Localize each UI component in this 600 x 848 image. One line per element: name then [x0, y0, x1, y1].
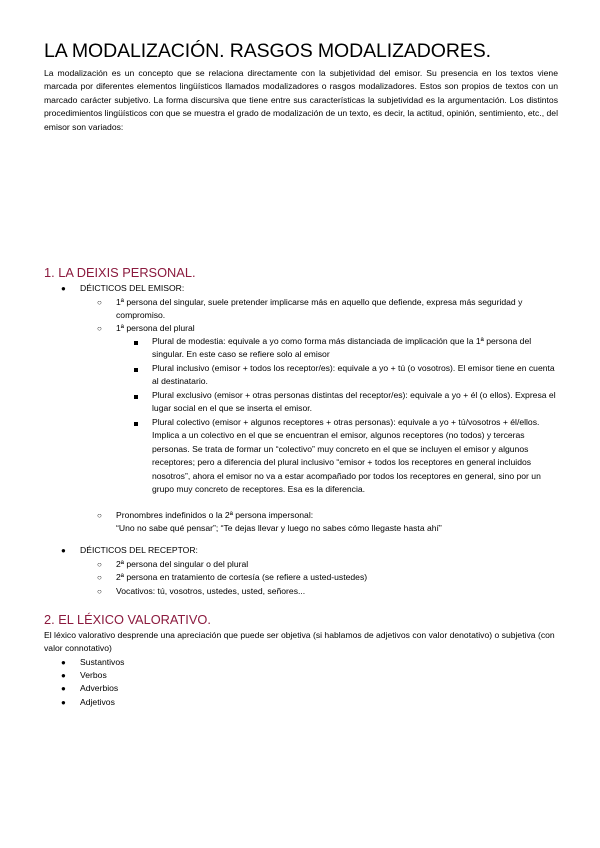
plural-modestia: Plural de modestia: equivale a yo como forma más distanciada de implicación que la 1ª persona del singular. En este caso se refiere solo al emisor: [152, 336, 532, 360]
section-heading-lexico: 2. EL LÉXICO VALORATIVO.: [44, 612, 211, 627]
bullet-square-icon: [134, 341, 138, 345]
list-item-primera-singular: 1ª persona del singular, suele pretender implicarse más en aquello que defiende, expresa más seguridad y compromiso.: [116, 297, 523, 321]
bullet-circle-icon: ○: [97, 324, 102, 333]
bullet-dot-icon: ●: [61, 698, 66, 707]
bullet-dot-icon: ●: [61, 284, 66, 293]
bullet-square-icon: [134, 422, 138, 426]
list-item-primera-plural: 1ª persona del plural: [116, 323, 195, 333]
bullet-circle-icon: ○: [97, 298, 102, 307]
bullet-dot-icon: ●: [61, 546, 66, 555]
bullet-dot-icon: ●: [61, 658, 66, 667]
bullet-square-icon: [134, 368, 138, 372]
bullet-circle-icon: ○: [97, 573, 102, 582]
lexico-item: Adverbios: [80, 683, 119, 693]
lexico-item: Verbos: [80, 670, 107, 680]
bullet-circle-icon: ○: [97, 560, 102, 569]
plural-inclusivo: Plural inclusivo (emisor + todos los receptor/es): equivale a yo + tú (o vosotros). El emisor tiene en cuenta al destinatario.: [152, 363, 555, 387]
bullet-square-icon: [134, 395, 138, 399]
plural-colectivo: Plural colectivo (emisor + algunos receptores + otras personas): equivale a yo + tú/vosotros + él/ellos. Implica a un colectivo en el que se encuentran el emisor, algunos receptores (no todos) y terceras personas. Se trata de formar un “colectivo” muy concreto en el que se incluyen el emisor y algunos receptores; pero a diferencia del plural inclusivo “emisor + todos los receptores en general incluidos nosotros”, ahora el emisor no va a estar acompañado por todos los receptores en general, sino por un grupo muy concreto de receptores. Esa es la diferencia.: [152, 417, 541, 495]
bullet-dot-icon: ●: [61, 671, 66, 680]
receptor-item: Vocativos: tú, vosotros, ustedes, usted, señores...: [116, 586, 306, 596]
plural-exclusivo: Plural exclusivo (emisor + otras personas distintas del receptor/es): equivale a yo + él (o ellos). Expresa el lugar social en el que se inserta el emisor.: [152, 390, 556, 414]
lexico-item: Adjetivos: [80, 697, 115, 707]
intro-paragraph: La modalización es un concepto que se relaciona directamente con la subjetividad del emisor. Su presencia en los textos viene marcada por diferentes elementos lingüísticos llamados modalizadores o rasgos modalizadores. Estos son propios de textos con un marcado carácter subjetivo. La forma discursiva que tiene entre sus características la subjetividad es la argumentación. Los distintos procedimientos lingüísticos con que se muestra el grado de modalización de un texto, es decir, la actitud, opinión, sentimiento, etc., del emisor son variados:: [44, 68, 558, 132]
receptor-item: 2ª persona en tratamiento de cortesía (se refiere a usted-ustedes): [116, 572, 368, 582]
receptor-label: DÉICTICOS DEL RECEPTOR:: [80, 545, 198, 555]
emisor-label: DÉICTICOS DEL EMISOR:: [80, 283, 185, 293]
page-title: LA MODALIZACIÓN. RASGOS MODALIZADORES.: [44, 40, 491, 62]
lexico-paragraph: El léxico valorativo desprende una apreciación que puede ser objetiva (si hablamos de adjetivos con valor denotativo) o subjetiva (con valor connotativo): [44, 630, 555, 654]
bullet-circle-icon: ○: [97, 587, 102, 596]
bullet-dot-icon: ●: [61, 684, 66, 693]
list-item-pronombres: Pronombres indefinidos o la 2ª persona impersonal:: [116, 510, 314, 520]
receptor-item: 2ª persona del singular o del plural: [116, 559, 249, 569]
lexico-item: Sustantivos: [80, 657, 125, 667]
bullet-circle-icon: ○: [97, 511, 102, 520]
pronombres-ejemplo: “Uno no sabe qué pensar”; “Te dejas llevar y luego no sabes cómo llegaste hasta ahí”: [116, 523, 442, 533]
section-heading-deixis: 1. LA DEIXIS PERSONAL.: [44, 265, 196, 280]
